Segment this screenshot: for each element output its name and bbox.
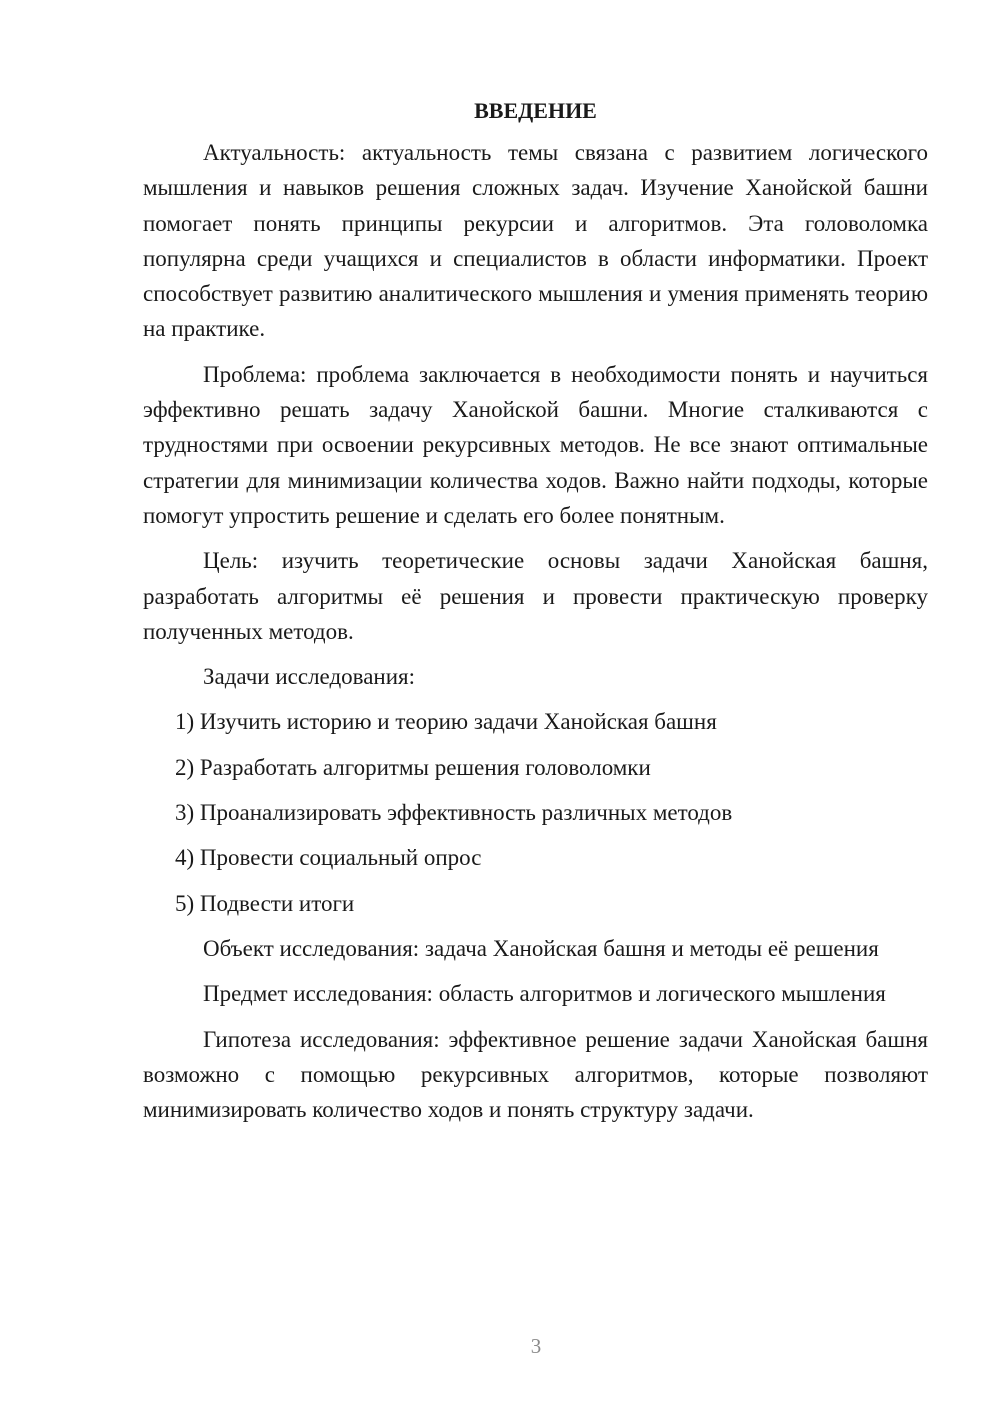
paragraph-relevance: Актуальность: актуальность темы связана с развитием логического мышления и навыков решения сложных задач. Изучение Ханойской башни помогает понять принципы рекурсии и алгоритмов. Эта головоломка популярна среди учащихся и специалистов в области информатики. Проект способствует развитию аналитического мышления и умения применять теорию на практике. bbox=[143, 140, 928, 342]
paragraph-object: Объект исследования: задача Ханойская башня и методы её решения bbox=[203, 935, 879, 961]
page-title: ВВЕДЕНИЕ bbox=[474, 98, 597, 123]
paragraph-problem: Проблема: проблема заключается в необходимости понять и научиться эффективно решать задачу Ханойской башни. Многие сталкиваются с трудностями при освоении рекурсивных методов. Не все знают оптимальные стратегии для минимизации количества ходов. Важно найти подходы, которые помогут упростить решение и сделать его более понятным. bbox=[143, 361, 928, 528]
paragraph-hypothesis: Гипотеза исследования: эффективное решение задачи Ханойская башня возможно с помощью рекурсивных алгоритмов, которые позволяют минимизировать количество ходов и понять структуру задачи. bbox=[143, 1026, 928, 1123]
list-item: 3) Проанализировать эффективность различных методов bbox=[175, 800, 733, 826]
paragraph-subject: Предмет исследования: область алгоритмов и логического мышления bbox=[203, 981, 886, 1007]
list-item: 5) Подвести итоги bbox=[175, 890, 355, 916]
list-item: 1) Изучить историю и теорию задачи Ханойская башня bbox=[175, 709, 717, 735]
paragraph-tasks-heading: Задачи исследования: bbox=[203, 664, 416, 690]
page-content bbox=[143, 93, 928, 1137]
page-number: 3 bbox=[530, 1334, 542, 1358]
paragraph-goal: Цель: изучить теоретические основы задачи Ханойская башня, разработать алгоритмы её решения и провести практическую проверку полученных методов. bbox=[143, 548, 928, 644]
list-item: 2) Разработать алгоритмы решения головоломки bbox=[175, 754, 651, 780]
task-list bbox=[143, 704, 928, 920]
list-item: 4) Провести социальный опрос bbox=[175, 845, 482, 871]
